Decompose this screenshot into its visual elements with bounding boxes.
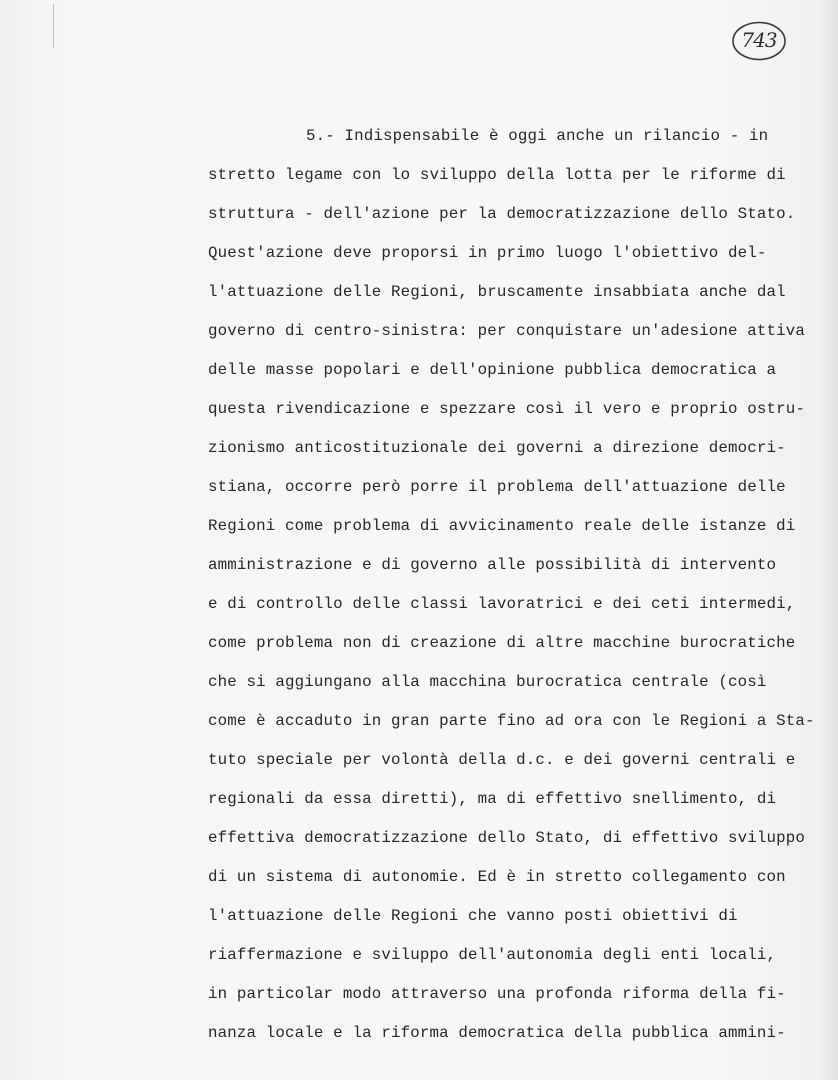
text-line: struttura - dell'azione per la democratizzazione dello Stato.	[208, 205, 796, 223]
text-line: regionali da essa diretti), ma di effettivo snellimento, di	[208, 790, 777, 808]
text-line: effettiva democratizzazione dello Stato, di effettivo sviluppo	[208, 829, 806, 847]
text-line: 5.- Indispensabile è oggi anche un rilancio - in	[306, 127, 769, 145]
text-line: come problema non di creazione di altre macchine burocratiche	[208, 634, 796, 652]
text-line: l'attuazione delle Regioni, bruscamente insabbiata anche dal	[208, 283, 786, 301]
text-line: Quest'azione deve proporsi in primo luogo l'obiettivo del-	[208, 244, 767, 262]
page-number: 743	[741, 28, 777, 52]
text-line: delle masse popolari e dell'opinione pubblica democratica a	[208, 361, 777, 379]
text-line: che si aggiungano alla macchina burocratica centrale (così	[208, 673, 767, 691]
text-line: l'attuazione delle Regioni che vanno posti obiettivi di	[208, 907, 738, 925]
text-line: stiana, occorre però porre il problema dell'attuazione delle	[208, 478, 786, 496]
text-line: e di controllo delle classi lavoratrici e dei ceti intermedi,	[208, 595, 796, 613]
text-line: di un sistema di autonomie. Ed è in stretto collegamento con	[208, 868, 786, 886]
text-line: come è accaduto in gran parte fino ad ora con le Regioni a Sta-	[208, 712, 815, 730]
text-line: governo di centro-sinistra: per conquistare un'adesione attiva	[208, 322, 806, 340]
text-line: amministrazione e di governo alle possibilità di intervento	[208, 556, 777, 574]
text-line: nanza locale e la riforma democratica della pubblica ammini-	[208, 1024, 786, 1042]
text-line: in particolar modo attraverso una profonda riforma della fi-	[208, 985, 786, 1003]
text-line: Regioni come problema di avvicinamento reale delle istanze di	[208, 517, 796, 535]
text-line: zionismo anticostituzionale dei governi a direzione democri-	[208, 439, 786, 457]
text-line: questa rivendicazione e spezzare così il vero e proprio ostru-	[208, 400, 806, 418]
text-line: tuto speciale per volontà della d.c. e dei governi centrali e	[208, 751, 796, 769]
text-line: riaffermazione e sviluppo dell'autonomia degli enti locali,	[208, 946, 777, 964]
text-line: stretto legame con lo sviluppo della lotta per le riforme di	[208, 166, 786, 184]
